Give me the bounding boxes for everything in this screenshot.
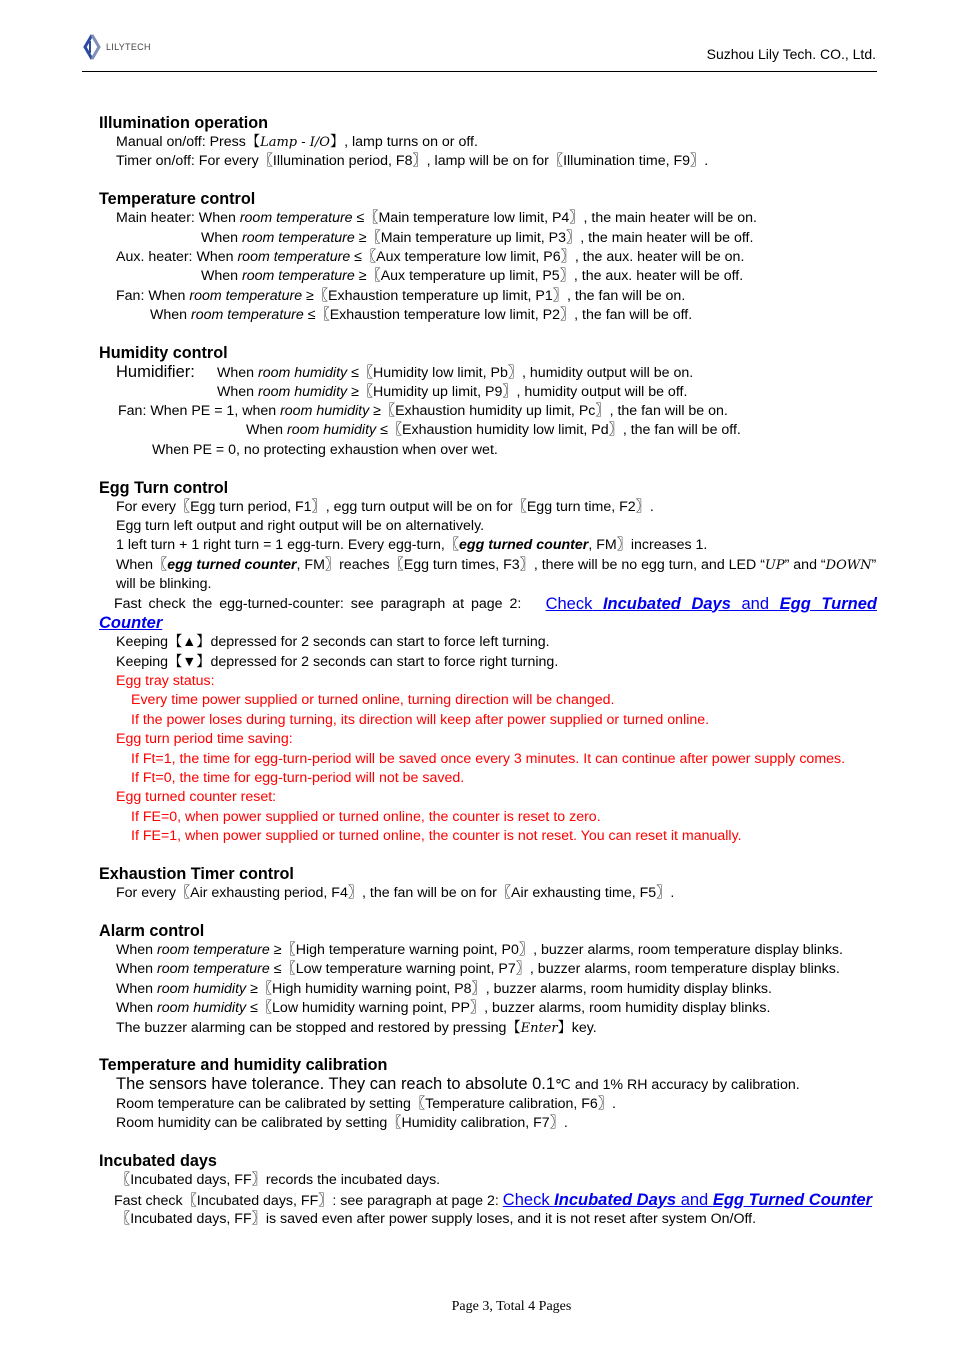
- text-line: [99, 980, 877, 999]
- text: ≤〖Low humidity warning point, PP〗, buzzer alarms, room humidity display blinks.: [246, 1000, 771, 1017]
- emphasis: room temperature: [189, 287, 303, 304]
- text-line: [99, 556, 877, 575]
- link-text: and: [741, 594, 770, 613]
- text: 1 left turn + 1 right turn = 1 egg-turn. Every egg-turn,〖: [116, 537, 460, 554]
- link-text: Counter: [99, 613, 163, 632]
- text: Aux. heater: When: [116, 249, 238, 266]
- humidifier-label: Humidifier:: [116, 363, 195, 382]
- link-text: Check: [502, 1190, 555, 1209]
- section-alarm: [99, 921, 877, 1038]
- section-calibration: [99, 1055, 877, 1133]
- text: ≤〖Humidity low limit, Pb〗, humidity output will be on.: [347, 365, 694, 382]
- text-line: Room humidity can be calibrated by setting〖Humidity calibration, F7〗.: [116, 1115, 568, 1132]
- check-link[interactable]: [546, 595, 877, 614]
- text-line: [99, 287, 877, 306]
- text: ℃ and 1% RH accuracy by calibration.: [555, 1077, 800, 1094]
- text-line: [99, 383, 877, 402]
- text: 】key.: [557, 1019, 597, 1036]
- text-line: [99, 595, 877, 614]
- text-line: When PE = 0, no protecting exhaustion when over wet.: [152, 441, 498, 458]
- link-text: Incubated Days: [602, 594, 731, 613]
- emphasis: room temperature: [157, 961, 270, 978]
- text: When: [201, 268, 243, 285]
- led-down: DOWN: [825, 557, 872, 573]
- link-text: Egg Turned Counter: [712, 1190, 873, 1209]
- counter-link[interactable]: [99, 614, 162, 632]
- section-temperature: [99, 189, 877, 325]
- text: , FM〗increases 1.: [588, 537, 708, 554]
- emphasis: egg turned counter: [459, 537, 589, 554]
- header-divider: [82, 71, 877, 72]
- text-line: [99, 229, 877, 248]
- text: ≥〖Main temperature up limit, P3〗, the main heater will be off.: [354, 229, 754, 246]
- text: When: [150, 307, 192, 324]
- section-title: Temperature control: [99, 190, 256, 209]
- text-line: [99, 1075, 877, 1094]
- text-line: [99, 999, 877, 1018]
- text: When: [116, 1000, 158, 1017]
- section-title: Illumination operation: [99, 114, 269, 132]
- brand-name: LILYTECH: [106, 42, 151, 52]
- company-name: Suzhou Lily Tech. CO., Ltd.: [706, 46, 876, 62]
- text-line: [99, 941, 877, 960]
- text: ”: [871, 556, 877, 573]
- text-line: Keeping【▲】depressed for 2 seconds can start to force left turning.: [116, 634, 550, 651]
- text-line: Timer on/off: For every〖Illumination period, F8〗, lamp will be on for〖Illumination time, F9〗.: [116, 153, 709, 170]
- text-line: [99, 267, 877, 286]
- text-line: 〖Incubated days, FF〗is saved even after power supply loses, and it is not reset after system On/Off.: [116, 1210, 757, 1227]
- text-line: If the power loses during turning, its direction will keep after power supplied or turned online.: [131, 711, 710, 728]
- section-title: Egg Turn control: [99, 478, 229, 497]
- text: ≤〖Aux temperature low limit, P6〗, the aux. heater will be on.: [350, 249, 745, 266]
- text-line: [99, 248, 877, 267]
- text: When: [217, 365, 259, 382]
- text: Fast check the egg-turned-counter: see paragraph at page 2:: [114, 595, 522, 612]
- text-line: [99, 1191, 877, 1210]
- emphasis: room humidity: [287, 422, 377, 439]
- text-line: If Ft=1, the time for egg-turn-period will be saved once every 3 minutes. It can continue after power supply comes.: [131, 750, 846, 767]
- text-line: Egg turn left output and right output will be on alternatively.: [116, 517, 485, 534]
- text-line: Every time power supplied or turned online, turning direction will be changed.: [131, 692, 615, 709]
- text-line: [99, 614, 877, 633]
- text: ≥〖Exhaustion humidity up limit, Pc〗, the fan will be on.: [369, 402, 728, 419]
- text: When: [116, 961, 158, 978]
- text: ≥〖High humidity warning point, P8〗, buzzer alarms, room humidity display blinks.: [246, 980, 772, 997]
- check-link[interactable]: [503, 1191, 872, 1209]
- text-line: 〖Incubated days, FF〗records the incubated days.: [116, 1172, 441, 1189]
- text-line: [99, 363, 877, 382]
- text-line: Keeping【▼】depressed for 2 seconds can start to force right turning.: [116, 653, 559, 670]
- text: ≥〖Aux temperature up limit, P5〗, the aux. heater will be off.: [354, 268, 744, 285]
- text: When: [217, 383, 259, 400]
- text: ≥〖Exhaustion temperature up limit, P1〗, the fan will be on.: [302, 287, 686, 304]
- emphasis: egg turned counter: [167, 556, 297, 573]
- key-name: Lamp - I/O: [260, 135, 330, 150]
- emphasis: room temperature: [242, 229, 355, 246]
- text: ≤〖Exhaustion temperature low limit, P2〗, the fan will be off.: [303, 307, 693, 324]
- text-line: [99, 960, 877, 979]
- text-line: [99, 209, 877, 228]
- text: ≤〖Exhaustion humidity low limit, Pd〗, the fan will be off.: [376, 422, 741, 439]
- emphasis: room temperature: [237, 249, 351, 266]
- text: Fast check〖Incubated days, FF〗: see paragraph at page 2:: [114, 1192, 503, 1209]
- text-line: [99, 536, 877, 555]
- emphasis: room temperature: [157, 942, 270, 958]
- text-line: Room temperature can be calibrated by setting〖Temperature calibration, F6〗.: [116, 1095, 616, 1112]
- text-line: If Ft=0, the time for egg-turn-period will not be saved.: [131, 770, 465, 787]
- lilytech-logo-icon: [82, 34, 102, 60]
- link-text: and: [676, 1190, 713, 1209]
- link-text: Egg Turned: [779, 594, 877, 613]
- text-line: If FE=0, when power supplied or turned online, the counter is reset to zero.: [131, 808, 601, 825]
- text: Fan: When: [116, 287, 190, 304]
- emphasis: room temperature: [239, 210, 353, 227]
- text: ≥〖Humidity up limit, P9〗, humidity output will be off.: [347, 383, 688, 400]
- text-line: [99, 306, 877, 325]
- emphasis: room humidity: [157, 1000, 247, 1017]
- led-up: UP: [764, 557, 785, 573]
- emphasis: room humidity: [157, 980, 247, 997]
- section-title: Exhaustion Timer control: [99, 865, 294, 884]
- text: The buzzer alarming can be stopped and restored by pressing【: [116, 1019, 521, 1036]
- section-humidity: [99, 343, 877, 460]
- text-line: Egg tray status:: [116, 673, 215, 690]
- text-line: [99, 421, 877, 440]
- text: 】, lamp turns on or off.: [329, 134, 478, 150]
- text: When: [201, 229, 243, 246]
- section-title: Alarm control: [99, 922, 205, 940]
- text: ” and “: [784, 556, 826, 573]
- text: ≤〖Low temperature warning point, P7〗, buzzer alarms, room temperature display blinks.: [269, 961, 840, 978]
- emphasis: room humidity: [258, 383, 348, 400]
- section-illumination: [99, 113, 877, 172]
- emphasis: room temperature: [191, 307, 304, 324]
- emphasis: room humidity: [280, 402, 370, 419]
- document-body: [99, 113, 877, 1247]
- text: The sensors have tolerance. They can reach to absolute 0.1: [116, 1075, 556, 1094]
- text-line: Egg turn period time saving:: [116, 731, 293, 748]
- section-title: Incubated days: [99, 1152, 217, 1171]
- page-number: Page 3, Total 4 Pages: [451, 1299, 572, 1314]
- text: When: [116, 942, 158, 958]
- text: Main heater: When: [116, 210, 240, 227]
- text-line: Egg turned counter reset:: [116, 789, 277, 806]
- text: ≤〖Main temperature low limit, P4〗, the main heater will be on.: [352, 210, 757, 227]
- section-incubated-days: [99, 1151, 877, 1229]
- text: Fan: When PE = 1, when: [118, 402, 281, 419]
- text-line: For every〖Egg turn period, F1〗, egg turn output will be on for〖Egg turn time, F2〗.: [116, 498, 654, 515]
- emphasis: room temperature: [242, 268, 355, 285]
- key-name: Enter: [520, 1020, 558, 1036]
- text: When: [116, 980, 158, 997]
- text: , FM〗reaches〖Egg turn times, F3〗, there will be no egg turn, and LED “: [296, 556, 765, 573]
- text: When: [246, 422, 288, 439]
- text: ≥〖High temperature warning point, P0〗, buzzer alarms, room temperature display blinks.: [269, 942, 843, 958]
- link-text: Incubated Days: [554, 1190, 677, 1209]
- text: Manual on/off: Press【: [116, 134, 261, 150]
- text-line: For every〖Air exhausting period, F4〗, the fan will be on for〖Air exhausting time, F5〗.: [116, 885, 675, 902]
- text-line: [99, 133, 877, 152]
- section-title: Temperature and humidity calibration: [99, 1056, 388, 1075]
- text-line: If FE=1, when power supplied or turned online, the counter is not reset. You can reset it manually.: [131, 828, 742, 845]
- text-line: [99, 1019, 877, 1038]
- section-egg-turn: [99, 478, 877, 847]
- company-logo: [82, 34, 151, 60]
- link-text: Check: [545, 594, 593, 613]
- text-line: will be blinking.: [116, 576, 212, 593]
- text: When〖: [116, 556, 168, 573]
- emphasis: room humidity: [258, 365, 348, 382]
- section-title: Humidity control: [99, 344, 228, 363]
- text-line: [99, 402, 877, 421]
- section-exhaustion: [99, 864, 877, 903]
